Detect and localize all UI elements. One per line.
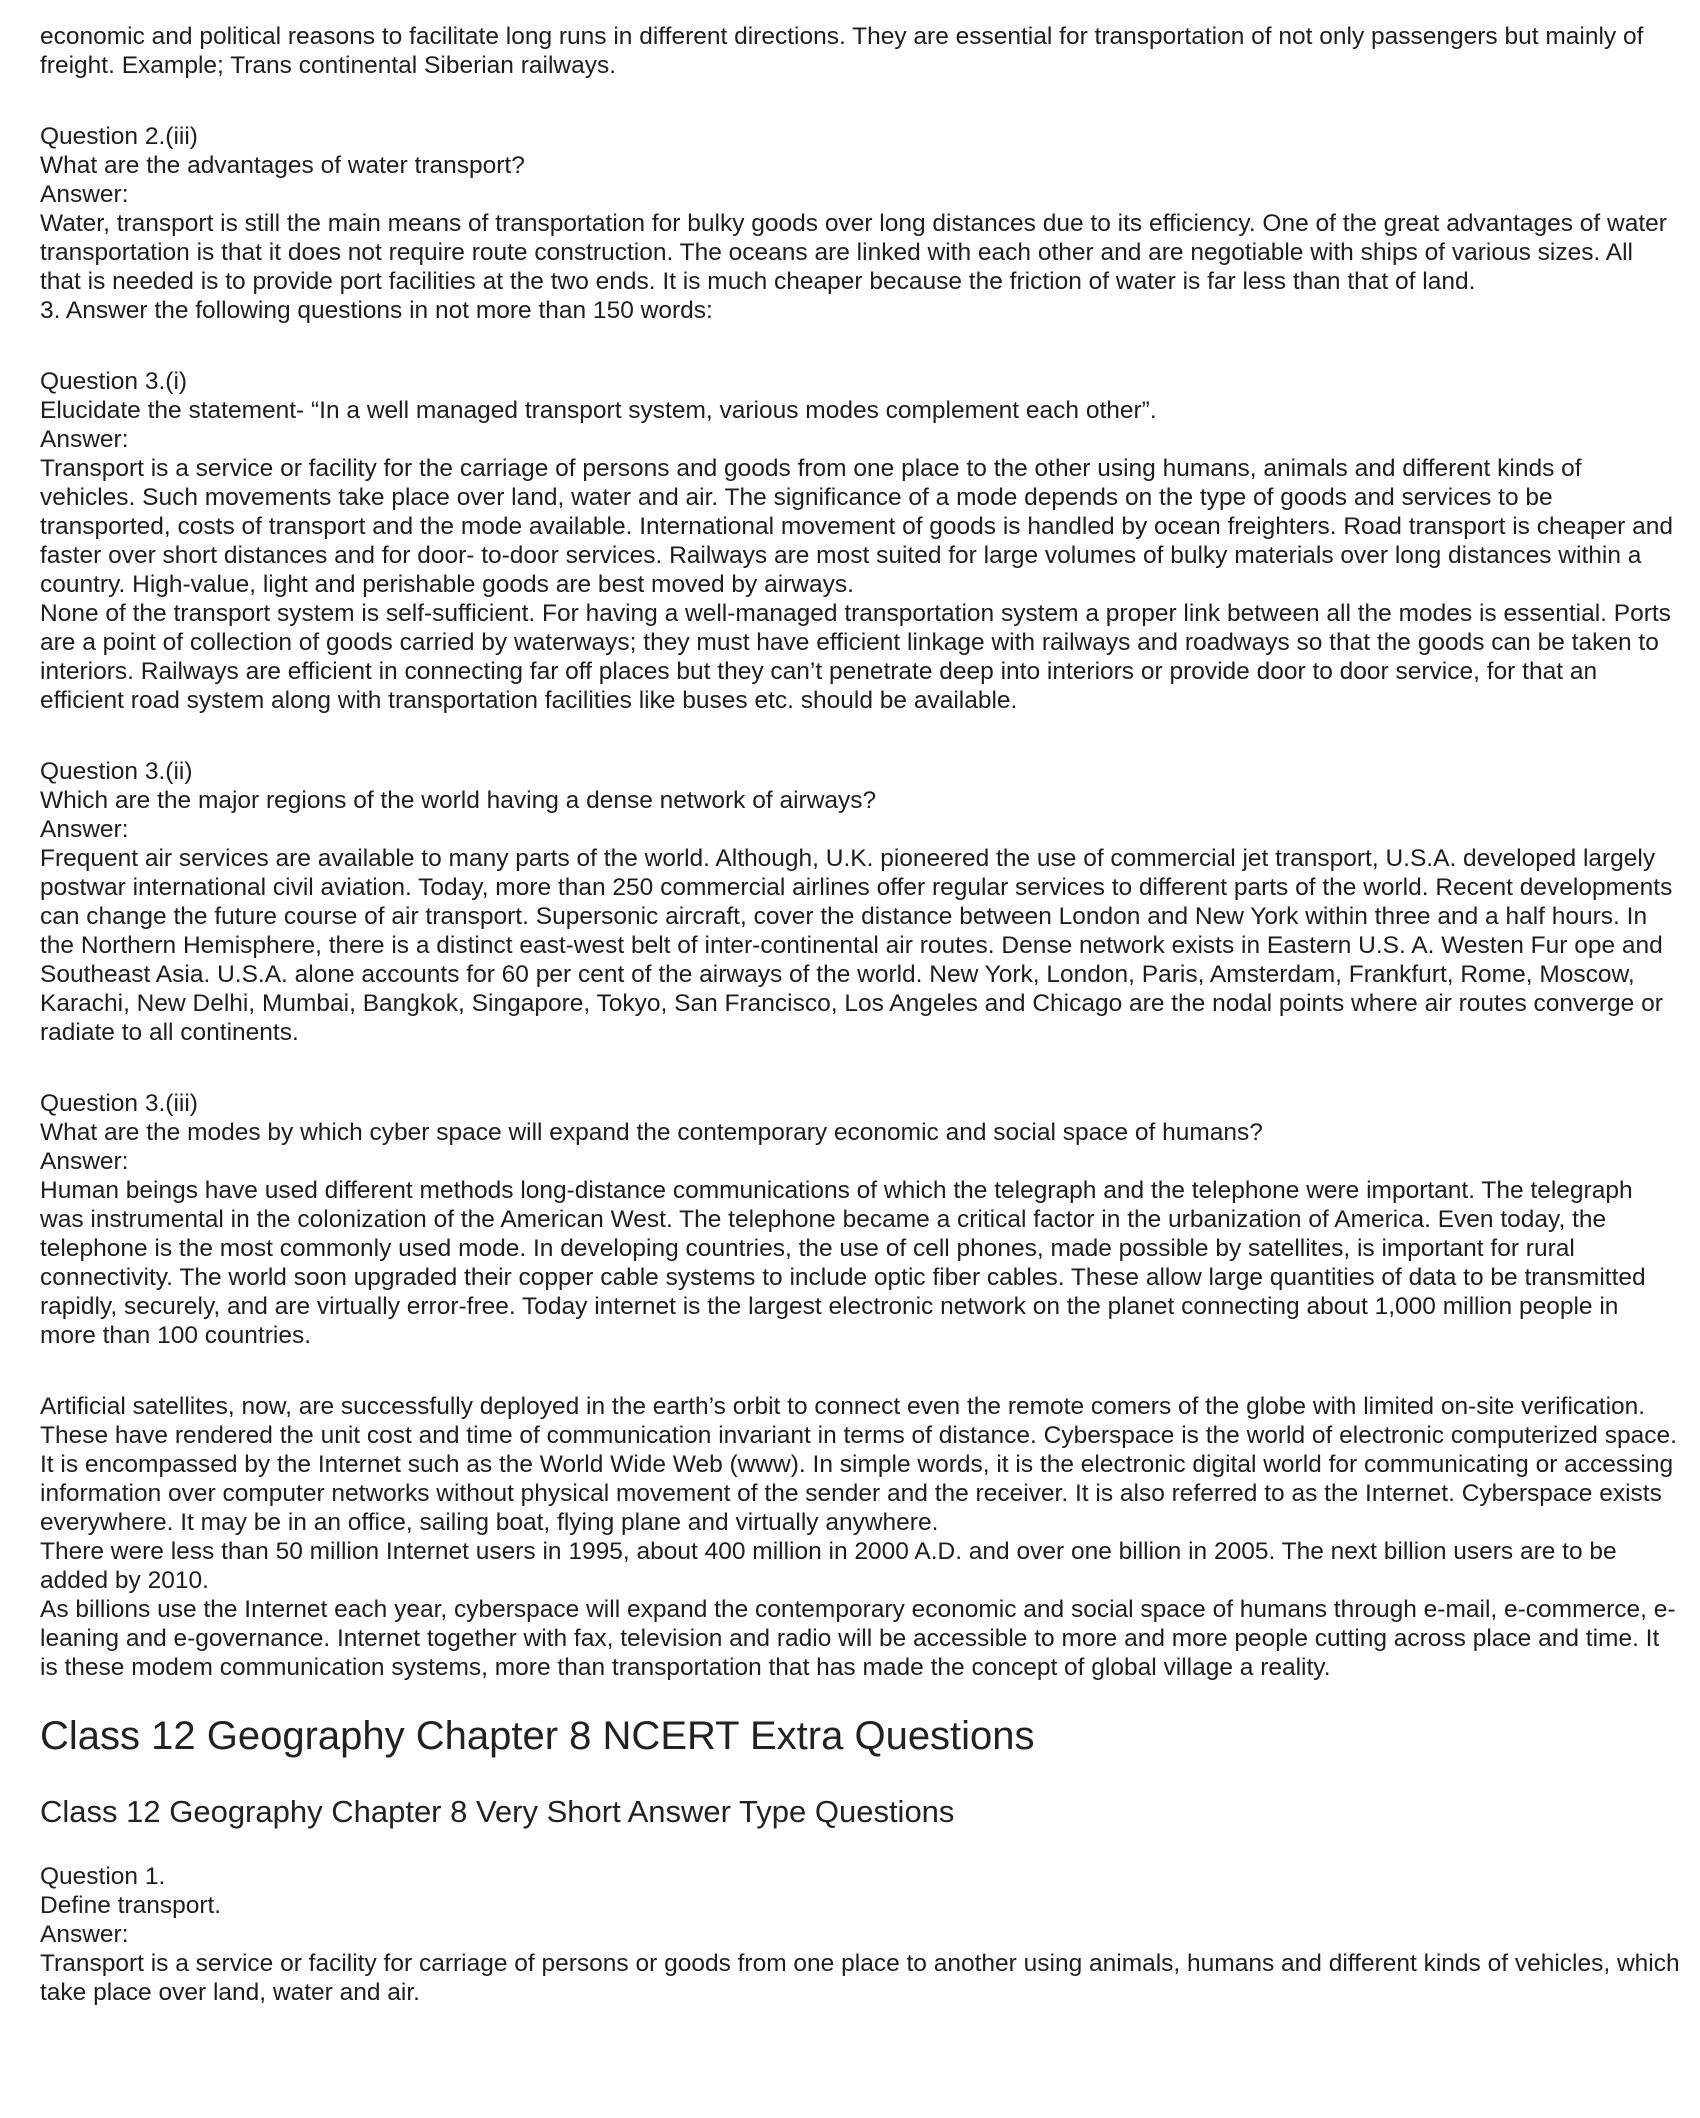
question-1 — [40, 1862, 1680, 2007]
question-text: Elucidate the statement- “In a well managed transport system, various modes complement each other”. — [40, 397, 1157, 424]
answer-text: Transport is a service or facility for the carriage of persons and goods from one place to the other using humans, animals and different kinds of vehicles. Such movements take place over land, water and air. The significance of a mode depends on the type of goods and services to be transported, costs of transport and the mode available. International movement of goods is handled by ocean freighters. Road transport is cheaper and faster over short distances and for door- to-door services. Railways are most suited for large volumes of bulky materials over long distances within a country. High-value, light and perishable goods are best moved by airways. — [40, 455, 1673, 598]
question-3-ii — [40, 757, 1680, 1047]
answer-text: None of the transport system is self-sufficient. For having a well-managed transportation system a proper link between all the modes is essential. Ports are a point of collection of goods carried by waterways; they must have efficient linkage with railways and roadways so that the goods can be taken to interiors. Railways are efficient in connecting far off places but they can’t penetrate deep into interiors or provide door to door service, for that an efficient road system along with transportation facilities like buses etc. should be available. — [40, 600, 1671, 714]
answer-text: Artificial satellites, now, are successfully deployed in the earth’s orbit to connect even the remote comers of the globe with limited on-site verification. These have rendered the unit cost and time of communication invariant in terms of distance. Cyberspace is the world of electronic computerized space. It is encompassed by the Internet such as the World Wide Web (www). In simple words, it is the electronic digital world for communicating or accessing information over computer networks without physical movement of the sender and the receiver. It is also referred to as the Internet. Cyberspace exists everywhere. It may be in an office, sailing boat, flying plane and virtually anywhere. — [40, 1393, 1677, 1536]
answer-text: Transport is a service or facility for carriage of persons or goods from one place to another using animals, humans and different kinds of vehicles, which take place over land, water and air. — [40, 1950, 1680, 2007]
answer-label: Answer: — [40, 816, 129, 843]
answer-text: Human beings have used different methods long-distance communications of which the telegraph and the telephone were important. The telegraph was instrumental in the colonization of the American West. The telephone became a critical factor in the urbanization of America. Even today, the telephone is the most commonly used mode. In developing countries, the use of cell phones, made possible by satellites, is important for rural connectivity. The world soon upgraded their copper cable systems to include optic fiber cables. These allow large quantities of data to be transmitted rapidly, securely, and are virtually error-free. Today internet is the largest electronic network on the planet connecting about 1,000 million people in more than 100 countries. — [40, 1177, 1646, 1349]
answer-text: Frequent air services are available to many parts of the world. Although, U.K. pioneered the use of commercial jet transport, U.S.A. developed largely postwar international civil aviation. Today, more than 250 commercial airlines offer regular services to different parts of the world. Recent developments can change the future course of air transport. Supersonic aircraft, cover the distance between London and New York within three and a half hours. In the Northern Hemisphere, there is a distinct east-west belt of inter-continental air routes. Dense network exists in Eastern U.S. A. Westen Fur ope and Southeast Asia. U.S.A. alone accounts for 60 per cent of the airways of the world. New York, London, Paris, Amsterdam, Frankfurt, Rome, Moscow, Karachi, New Delhi, Mumbai, Bangkok, Singapore, Tokyo, San Francisco, Los Angeles and Chicago are the nodal points where air routes converge or radiate to all continents. — [40, 845, 1673, 1046]
answer-text: There were less than 50 million Internet users in 1995, about 400 million in 2000 A.D. and over one billion in 2005. The next billion users are to be added by 2010. — [40, 1538, 1617, 1594]
section-3-heading: 3. Answer the following questions in not more than 150 words: — [40, 297, 713, 324]
answer-label: Answer: — [40, 181, 129, 208]
question-label: Question 2.(iii) — [40, 123, 198, 150]
answer-label: Answer: — [40, 1148, 129, 1175]
question-text: What are the modes by which cyber space will expand the contemporary economic and social space of humans? — [40, 1119, 1263, 1146]
extra-questions-heading: Class 12 Geography Chapter 8 NCERT Extra Questions — [40, 1714, 1035, 1758]
answer-text: As billions use the Internet each year, cyberspace will expand the contemporary economic and social space of humans through e-mail, e-commerce, e-leaning and e-governance. Internet together with fax, television and radio will be accessible to more and more people cutting across place and time. It is these modem communication systems, more than transportation that has made the concept of global village a reality. — [40, 1596, 1676, 1681]
question-text: What are the advantages of water transport? — [40, 152, 525, 179]
question-label: Question 3.(i) — [40, 368, 188, 395]
question-2-iii — [40, 122, 1680, 296]
answer-label: Answer: — [40, 426, 129, 453]
question-label: Question 3.(ii) — [40, 758, 193, 785]
intro-paragraph: economic and political reasons to facilitate long runs in different directions. They are essential for transportation of not only passengers but mainly of freight. Example; Trans continental Siberian railways. — [40, 23, 1644, 79]
question-3-i — [40, 367, 1680, 599]
question-text: Define transport. — [40, 1892, 222, 1920]
very-short-answer-heading: Class 12 Geography Chapter 8 Very Short Answer Type Questions — [40, 1794, 955, 1830]
question-text: Which are the major regions of the world having a dense network of airways? — [40, 787, 877, 814]
answer-continued — [40, 1392, 1680, 1595]
question-3-iii — [40, 1089, 1680, 1350]
document-page — [40, 22, 1680, 2007]
question-label: Question 1. — [40, 1863, 166, 1891]
question-label: Question 3.(iii) — [40, 1090, 198, 1117]
answer-label: Answer: — [40, 1921, 129, 1949]
answer-text: Water, transport is still the main means of transportation for bulky goods over long distances due to its efficiency. One of the great advantages of water transportation is that it does not require route construction. The oceans are linked with each other and are negotiable with ships of various sizes. All that is needed is to provide port facilities at the two ends. It is much cheaper because the friction of water is far less than that of land. — [40, 210, 1667, 295]
